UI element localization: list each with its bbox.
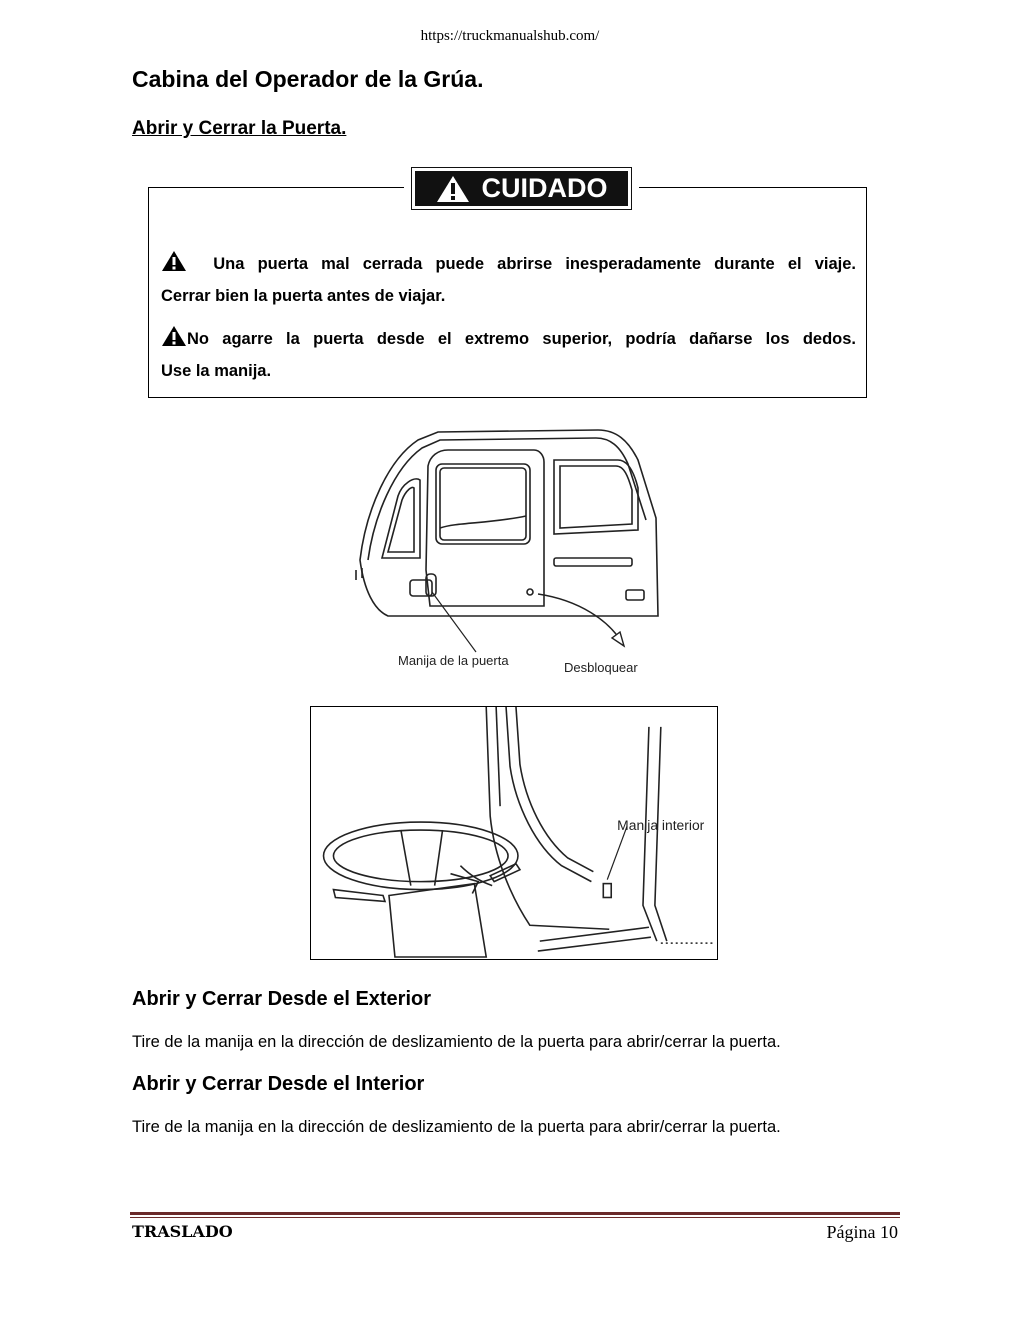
heading-interior: Abrir y Cerrar Desde el Interior xyxy=(132,1073,425,1095)
footer-page-number: Página 10 xyxy=(826,1222,898,1242)
warning-1-text-a: Una puerta mal cerrada puede abrirse inesperadamente durante el viaje. xyxy=(213,255,856,273)
warning-1-text-b: Cerrar bien la puerta antes de viajar. xyxy=(161,287,446,305)
warning-1-line-1 xyxy=(161,248,856,281)
footer-section: TRASLADO xyxy=(132,1222,233,1241)
source-url: https://truckmanualshub.com/ xyxy=(420,28,600,44)
page-title: Cabina del Operador de la Grúa. xyxy=(132,66,484,92)
text-exterior: Tire de la manija en la dirección de deslizamiento de la puerta para abrir/cerrar la puerta. xyxy=(132,1033,781,1051)
heading-exterior: Abrir y Cerrar Desde el Exterior xyxy=(132,988,432,1010)
caution-badge xyxy=(412,168,631,209)
warning-triangle-icon xyxy=(161,250,187,272)
label-unlock: Desbloquear xyxy=(564,660,638,675)
warning-2-text-b: Use la manija. xyxy=(161,362,272,380)
warning-triangle-icon xyxy=(161,325,187,347)
text-interior: Tire de la manija en la dirección de deslizamiento de la puerta para abrir/cerrar la puerta. xyxy=(132,1118,781,1136)
label-door-handle: Manija de la puerta xyxy=(398,653,509,668)
warning-2-line-1 xyxy=(161,323,856,356)
caution-badge-label: CUIDADO xyxy=(481,173,608,203)
warning-2-text-a: No agarre la puerta desde el extremo superior, podría dañarse los dedos. xyxy=(187,330,856,348)
cab-interior-figure xyxy=(310,706,718,960)
footer-rule xyxy=(130,1212,900,1215)
section-title: Abrir y Cerrar la Puerta. xyxy=(132,118,347,139)
cab-exterior-figure xyxy=(348,420,678,682)
footer-rule-thin xyxy=(130,1217,900,1218)
warning-triangle-icon xyxy=(436,175,470,203)
label-inner-handle: Manija interior xyxy=(617,817,705,834)
